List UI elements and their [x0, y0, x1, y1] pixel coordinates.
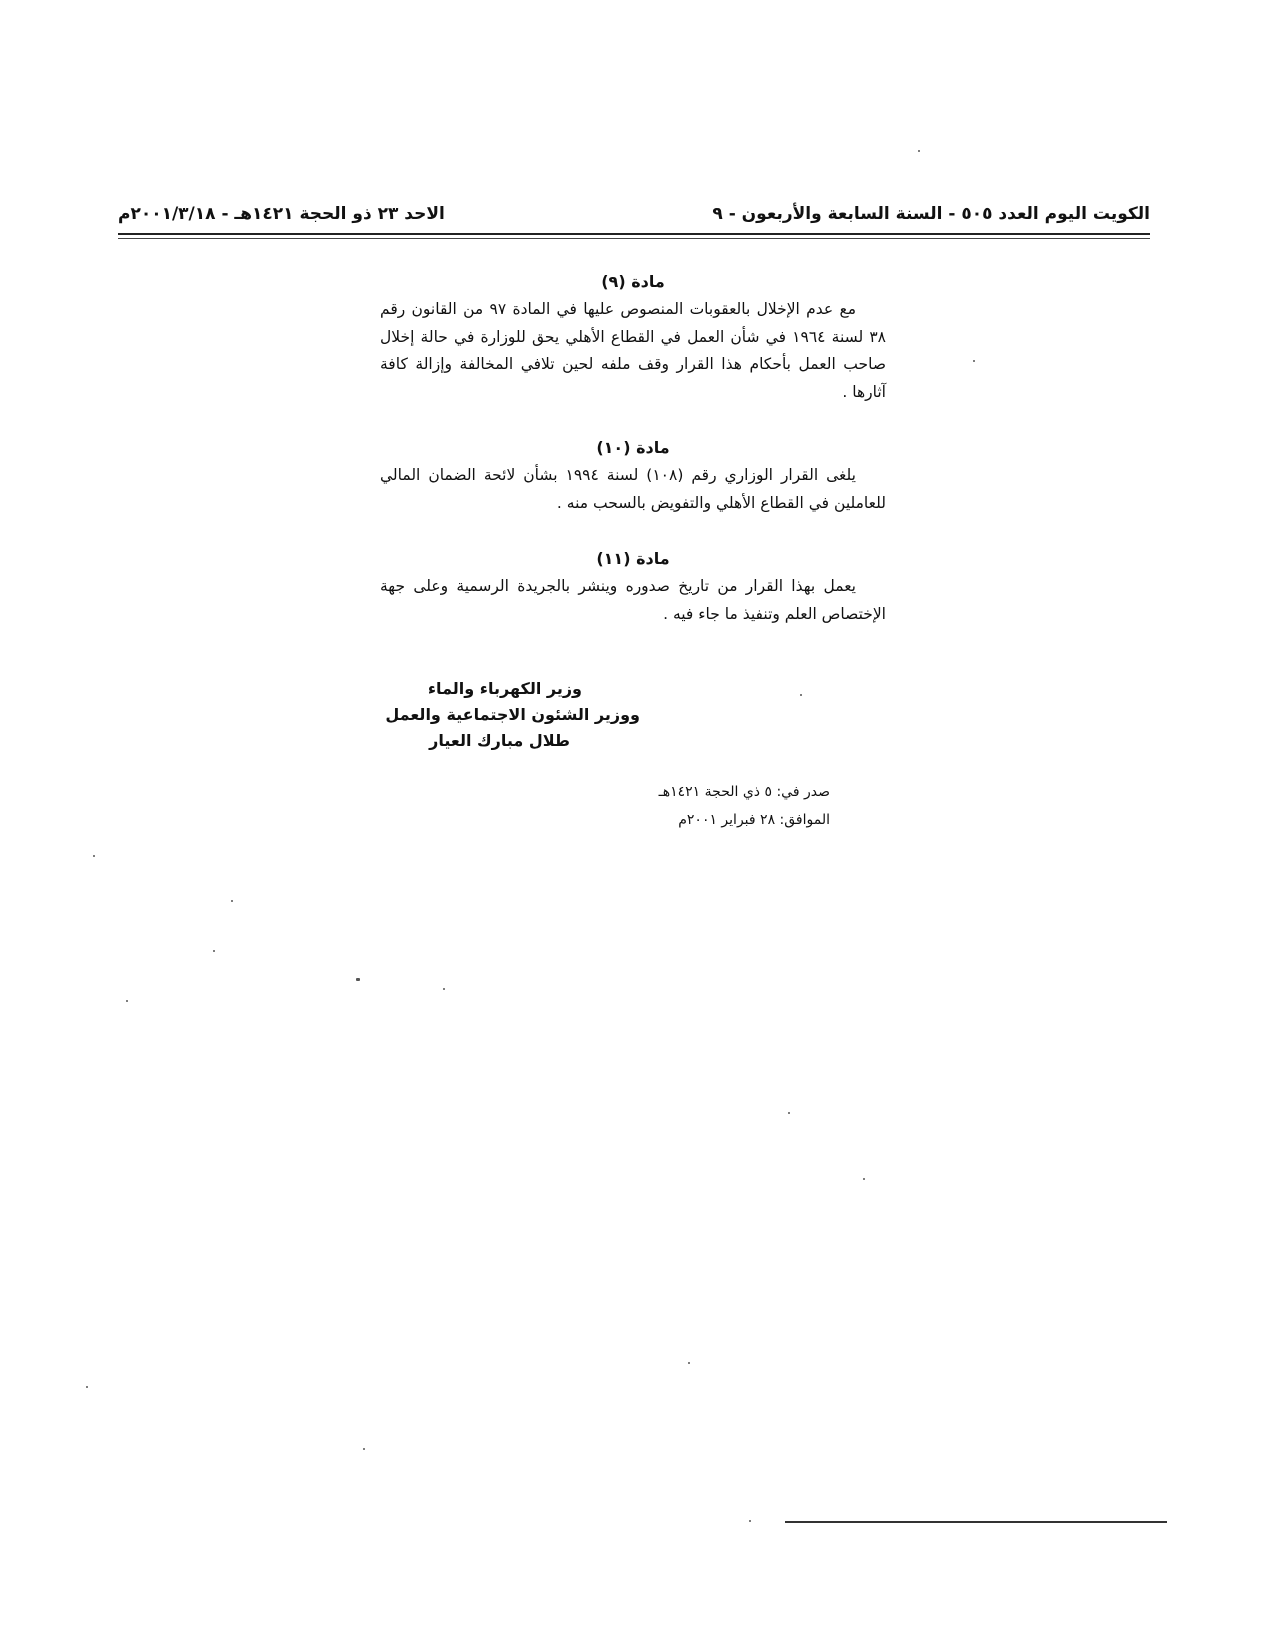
- scan-speck: [93, 855, 95, 857]
- signature-block: [380, 676, 640, 754]
- scan-speck: [788, 1112, 790, 1114]
- header-issue-info: الكويت اليوم العدد ٥٠٥ - السنة السابعة والأربعون - ٩: [712, 204, 1150, 224]
- scan-speck: [213, 950, 215, 952]
- scan-speck: [126, 1000, 128, 1002]
- scan-speck: [800, 694, 802, 696]
- article-text: يعمل بهذا القرار من تاريخ صدوره وينشر بالجريدة الرسمية وعلى جهة الإختصاص العلم وتنفيذ ما جاء فيه .: [380, 577, 886, 623]
- article-title: مادة (١١): [596, 549, 670, 568]
- corresponding-date: الموافق: ٢٨ فبراير ٢٠٠١م: [678, 812, 830, 828]
- header-rule-thick: [118, 233, 1150, 235]
- scan-speck: [363, 1448, 365, 1450]
- articles-column: [380, 270, 886, 658]
- article-9: [380, 270, 886, 406]
- scan-speck: [688, 1362, 690, 1364]
- article-body: [380, 462, 886, 517]
- signatory-name: طلال مبارك العيار: [429, 731, 570, 750]
- scan-speck: [356, 978, 360, 981]
- issued-date: صدر في: ٥ ذي الحجة ١٤٢١هـ: [658, 784, 830, 800]
- article-body: [380, 296, 886, 406]
- scan-speck: [749, 1520, 751, 1522]
- article-title: مادة (١٠): [596, 438, 670, 457]
- scan-speck: [863, 1178, 865, 1180]
- article-title: مادة (٩): [601, 272, 665, 291]
- footer-rule: [785, 1521, 1167, 1523]
- article-text: مع عدم الإخلال بالعقوبات المنصوص عليها في المادة ٩٧ من القانون رقم ٣٨ لسنة ١٩٦٤ في شأن العمل في القطاع الأهلي يحق للوزارة في حالة إخلال صاحب العمل بأحكام هذا القرار وقف ملفه لحين تلافي المخالفة وإزالة كافة آثارها .: [380, 300, 886, 401]
- header-date: الاحد ٢٣ ذو الحجة ١٤٢١هـ - ٢٠٠١/٣/١٨م: [118, 204, 445, 224]
- signatory-title-1: وزير الكهرباء والماء: [427, 679, 582, 698]
- issue-dates: [600, 778, 830, 834]
- scan-speck: [973, 360, 975, 362]
- article-10: [380, 436, 886, 517]
- article-text: يلغى القرار الوزاري رقم (١٠٨) لسنة ١٩٩٤ بشأن لائحة الضمان المالي للعاملين في القطاع الأهلي والتفويض بالسحب منه .: [380, 466, 886, 512]
- scan-speck: [443, 988, 445, 990]
- page-header: [118, 204, 1150, 228]
- signatory-title-2: ووزير الشئون الاجتماعية والعمل: [385, 705, 640, 724]
- article-body: [380, 573, 886, 628]
- header-rule-thin: [118, 238, 1150, 239]
- article-11: [380, 547, 886, 628]
- scan-speck: [231, 900, 233, 902]
- scan-speck: [918, 150, 920, 152]
- scan-speck: [86, 1386, 88, 1388]
